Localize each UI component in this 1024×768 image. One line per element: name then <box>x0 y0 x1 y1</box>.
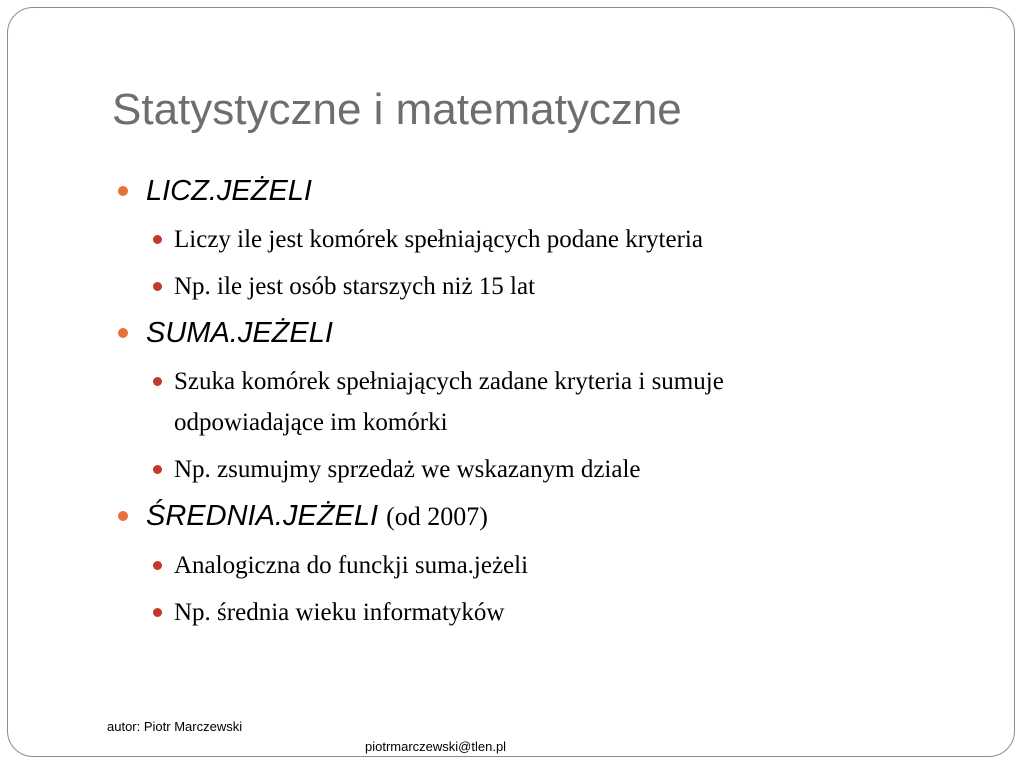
footer-author: autor: Piotr Marczewski <box>107 719 243 734</box>
red-bullet-icon <box>153 465 162 474</box>
red-bullet-icon <box>153 282 162 291</box>
list-item <box>146 219 876 260</box>
list-item <box>146 449 876 490</box>
red-bullet-icon <box>153 608 162 617</box>
list-item-text: Np. zsumujmy sprzedaż we wskazanym dziale <box>174 456 641 483</box>
list-item <box>146 361 876 443</box>
section-heading-text: LICZ.JEŻELI <box>146 175 312 207</box>
list-item-text: Liczy ile jest komórek spełniających podane kryteria <box>174 226 703 253</box>
section-heading-suffix: (od 2007) <box>386 502 488 531</box>
section-heading <box>116 494 876 539</box>
section-heading-text: SUMA.JEŻELI <box>146 317 333 349</box>
section-heading <box>116 169 876 213</box>
list-item-text: Szuka komórek spełniających zadane kryteria i sumuje odpowiadające im komórki <box>174 368 724 436</box>
list-item <box>146 266 876 307</box>
orange-bullet-icon <box>118 328 128 338</box>
red-bullet-icon <box>153 377 162 386</box>
footer-email: piotrmarczewski@tlen.pl <box>365 739 507 754</box>
orange-bullet-icon <box>118 186 128 196</box>
orange-bullet-icon <box>118 511 128 521</box>
list-item-text: Np. ile jest osób starszych niż 15 lat <box>174 273 536 300</box>
section-heading-text: ŚREDNIA.JEŻELI <box>146 500 379 532</box>
red-bullet-icon <box>153 561 162 570</box>
list-item-text: Analogiczna do funckji suma.jeżeli <box>174 552 529 579</box>
list-item-text: Np. średnia wieku informatyków <box>174 599 505 626</box>
section-heading <box>116 311 876 355</box>
list-item <box>146 545 876 586</box>
list-item <box>146 592 876 633</box>
red-bullet-icon <box>153 235 162 244</box>
slide-content <box>116 169 876 637</box>
slide-title: Statystyczne i matematyczne <box>112 85 682 134</box>
